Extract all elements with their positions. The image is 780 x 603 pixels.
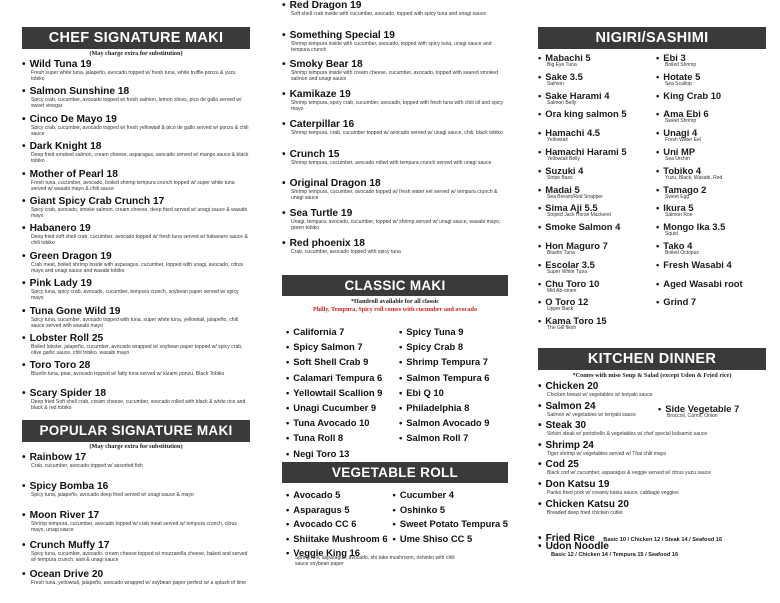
nigiri-item-name: • Uni MP [656, 147, 766, 157]
vegetable-roll-right [389, 488, 508, 561]
menu-item-name: • Philadelphia 8 [399, 400, 508, 415]
menu-item [282, 119, 508, 136]
menu-item-name: • Chicken 20 [538, 381, 766, 392]
menu-item-name: • Salmon Roll 7 [399, 430, 508, 445]
menu-item [22, 114, 250, 137]
menu-item-name: • Lobster Roll 25 [22, 333, 250, 344]
udon-noodle-prices: Basic 12 / Chicken 14 / Tempura 15 / Seafood 16 [551, 552, 679, 558]
classic-maki-left [286, 324, 395, 461]
nigiri-item [538, 260, 656, 279]
menu-item [538, 381, 766, 398]
menu-item [538, 440, 766, 457]
nigiri-item-description: Squid [665, 231, 678, 238]
nigiri-item-name: • Hotate 5 [656, 72, 766, 82]
menu-item-name: • Pink Lady 19 [22, 278, 250, 289]
menu-item-description: Shrimp tempura, spicy crab, cucumber, avocado, topped with fresh tuna with chili oil and spicy mayo [291, 100, 504, 113]
nigiri-item-description: The Gill flesh [547, 325, 577, 332]
nigiri-item [538, 147, 656, 166]
menu-item [282, 89, 508, 112]
nigiri-item [656, 260, 766, 279]
nigiri-item [656, 72, 766, 91]
menu-item-name: • Sweet Potato Tempura 5 [393, 517, 508, 532]
menu-item-name: • Ebi Q 10 [399, 385, 508, 400]
menu-item-name: • Dark Knight 18 [22, 141, 250, 152]
menu-item-name: • Oshinko 5 [393, 503, 508, 518]
menu-item-name: • Something Special 19 [282, 30, 508, 41]
menu-item-description: Crab meat, boiled shrimp inside with asparagus, cucumber, topped with unagi, avocado, citrus mayo and unagi sauce and wasabi tobiko [31, 261, 244, 274]
menu-item-description: Fresh super white tuna, jalapeño, avocado topped w/ fresh tuna, white truffle ponzu & yuzu tobiko [31, 70, 236, 82]
menu-item-name: • Red Dragon 19 [282, 0, 508, 11]
popular-signature-header: POPULAR SIGNATURE MAKI [22, 420, 250, 442]
menu-item-name: • Spicy Bomba 16 [22, 481, 250, 492]
menu-item-name: • Spicy Crab 8 [399, 339, 508, 354]
menu-item [282, 30, 508, 53]
menu-item-name: • Red phoenix 18 [282, 238, 508, 249]
menu-item [538, 420, 766, 437]
classic-maki-note: *Handroll available for all classic [350, 298, 440, 305]
menu-item-name: • Calamari Tempura 6 [286, 370, 395, 385]
nigiri-item-description: Super White Tuna [547, 268, 588, 275]
menu-item [22, 481, 250, 498]
nigiri-item-name: • Grind 7 [656, 297, 766, 307]
menu-item-name: • Veggie King 16 [286, 546, 389, 561]
nigiri-item-description: Sea Scallop [665, 80, 692, 87]
nigiri-left [538, 53, 656, 335]
classic-maki-combo-note: Philly, Tempura, Spicy roll comes with cucumber and avocado [312, 306, 478, 313]
menu-item [538, 459, 766, 476]
menu-item-name: • Giant Spicy Crab Crunch 17 [22, 196, 250, 207]
menu-item [22, 569, 250, 586]
nigiri-item-name: • Chu Toro 10 [538, 279, 656, 289]
menu-item-description: Black cod w/ cucumber, asparagus & veggie served w/ citrus yuzu sauce [547, 470, 711, 477]
menu-item-name: • Scary Spider 18 [22, 388, 250, 399]
menu-item-name: • Salmon Sunshine 18 [22, 86, 250, 97]
classic-maki-right [395, 324, 508, 461]
menu-item-name: • Ume Shiso CC 5 [393, 532, 508, 547]
menu-item-name: • Avocado CC 6 [286, 517, 389, 532]
nigiri-item [656, 241, 766, 260]
nigiri-item-name: • Sake Harami 4 [538, 91, 656, 101]
kitchen-dinner-note: *Comes with miso Soup & Salad (except Udon & Fried rice) [572, 372, 732, 379]
menu-item [538, 401, 656, 418]
menu-item [22, 388, 250, 411]
menu-item [538, 479, 766, 496]
nigiri-item [656, 279, 766, 298]
menu-item-name: • Tuna Roll 8 [286, 430, 395, 445]
menu-item-description: Shrimp tempura inside with cream cheese, cucumber, avocado, topped with seared smoked salmon and unagi sauce [291, 70, 498, 83]
nigiri-item-name: • Mabachi 5 [538, 53, 656, 63]
menu-item [22, 196, 250, 219]
menu-item [22, 251, 250, 274]
menu-item-name: • Salmon Tempura 6 [399, 370, 508, 385]
menu-item-name: • Original Dragon 18 [282, 178, 508, 189]
menu-item-name: • Mother of Pearl 18 [22, 169, 250, 180]
nigiri-item-name: • Tako 4 [656, 241, 766, 251]
nigiri-item [538, 128, 656, 147]
udon-noodle-name: • Udon Noodle [538, 541, 766, 552]
menu-item-name: • Yellowtail Scallion 9 [286, 385, 395, 400]
nigiri-item-name: • Sima Aji 5.5 [538, 203, 656, 213]
side-vegetable-item [658, 404, 766, 420]
nigiri-item-description: Big Eye Tuna [547, 62, 577, 68]
menu-item-name: • Ocean Drive 20 [22, 569, 250, 580]
menu-item [282, 208, 508, 231]
menu-item-name: • Moon River 17 [22, 510, 250, 521]
nigiri-item [656, 53, 766, 72]
menu-item-name: • Spicy Tuna 9 [399, 324, 508, 339]
nigiri-item-name: • Ebi 3 [656, 53, 766, 63]
vegetable-roll-list [286, 488, 508, 561]
menu-item-name: • Smoky Bear 18 [282, 59, 508, 70]
menu-item-name: • Tuna Gone Wild 19 [22, 306, 250, 317]
nigiri-item [538, 297, 656, 316]
menu-item [282, 238, 508, 255]
menu-item-description: Shrimp tempura, crab, cucumber topped w/ avocado served w/ unagi sauce, chili, black tobiko [291, 129, 503, 136]
vegetable-roll-left [286, 488, 389, 561]
menu-item-name: • Unagi Cucumber 9 [286, 400, 395, 415]
nigiri-item-name: • Madai 5 [538, 185, 656, 195]
menu-item [282, 178, 508, 201]
menu-item-description: Fresh tuna, yellowtail, jalapeño, avocado wrapped w/ soybean paper perfect w/ a splash of lime [31, 579, 246, 586]
nigiri-item [538, 72, 656, 91]
nigiri-item-name: • Hon Maguro 7 [538, 241, 656, 251]
menu-item-description: Bluefin tuna, pear, avocado topped w/ fatty tuna served w/ kizami ponzu, Black Tobiko [31, 371, 225, 378]
nigiri-sashimi-header: NIGIRI/SASHIMI [538, 27, 766, 49]
nigiri-item-name: • Tobiko 4 [656, 166, 766, 176]
nigiri-list [538, 53, 766, 335]
menu-item-name: • Shrimp 24 [538, 440, 766, 451]
menu-item-description: Salmon w/ vegetables w/ teriyaki sauce [547, 411, 636, 418]
menu-item-name: • Cucumber 4 [393, 488, 508, 503]
menu-item-description: Crab, cucumber, avocado topped w/ assorted fish [31, 463, 143, 469]
nigiri-item [538, 279, 656, 298]
menu-item [22, 452, 250, 469]
menu-item [22, 86, 250, 109]
menu-item-name: • Salmon Avocado 9 [399, 415, 508, 430]
menu-item [282, 149, 508, 166]
menu-item [22, 360, 250, 377]
nigiri-item [656, 166, 766, 185]
menu-item-name: • Salmon 24 [538, 401, 656, 412]
nigiri-item-name: • Hamachi 4.5 [538, 128, 656, 138]
menu-item-name: • Caterpillar 16 [282, 119, 508, 130]
nigiri-item [656, 222, 766, 241]
menu-item-description: Spicy crab, cucumber, avocado topped w/ fresh salmon, lemon slices, pico de gallo served w/ sweet vinegar [31, 97, 242, 110]
nigiri-item-name: • Aged Wasabi root [656, 279, 766, 289]
kitchen-dinner-header: KITCHEN DINNER [538, 348, 766, 370]
classic-maki-header: CLASSIC MAKI [282, 275, 508, 296]
nigiri-item-description: Mid Ab-omen [547, 287, 577, 294]
nigiri-item-name: • Escolar 3.5 [538, 260, 656, 270]
menu-item-name: • Negi Toro 13 [286, 446, 395, 461]
menu-item-name: • Cod 25 [538, 459, 766, 470]
vegetable-roll-header: VEGETABLE ROLL [282, 462, 508, 483]
menu-item-description: Shrimp tempura, cucumber, avocado topped w/ crab meat served w/ tempura crunch, citrus mayo, unagi sauce [31, 521, 237, 534]
nigiri-item-name: • O Toro 12 [538, 297, 656, 307]
menu-item-description: Spicy tuna, cucumber, avocado topped with tuna, super white tuna, yellowtail, jalapeño, chili sauce served with wasabi mayo [31, 316, 238, 329]
menu-item-description: Spicy tuna, jalapeño, avocado deep fried served w/ unagi sauce & mayo [31, 492, 194, 499]
nigiri-item-name: • Kama Toro 15 [538, 316, 656, 326]
menu-item-name: • Habanero 19 [22, 223, 250, 234]
nigiri-item-name: • King Crab 10 [656, 91, 766, 101]
menu-item [22, 223, 250, 246]
nigiri-item [538, 53, 656, 72]
menu-item-name: • Spicy Salmon 7 [286, 339, 395, 354]
menu-item-name: • Sea Turtle 19 [282, 208, 508, 219]
nigiri-item [538, 109, 656, 128]
menu-item-description: Spicy crab, cucumber, avocado topped w/ fresh yellowtail & pico de gallo served w/ ponzu & chili sauce [31, 124, 249, 137]
nigiri-item-description: Sea Urchin [665, 155, 690, 162]
menu-item [282, 59, 508, 82]
nigiri-item-description: Sweet Egg [665, 193, 690, 200]
popular-signature-list [22, 452, 250, 602]
nigiri-item-description: Upper Back [547, 306, 574, 313]
nigiri-item-description: Fresh Water Eel [665, 137, 701, 144]
nigiri-item-description: Yellowtail [547, 137, 568, 144]
nigiri-right [656, 53, 766, 335]
nigiri-item-name: • Sake 3.5 [538, 72, 656, 82]
menu-item [538, 499, 766, 516]
popular-signature-note: (May charge extra for substitution) [89, 443, 183, 450]
nigiri-item-name: • Smoke Salmon 4 [538, 222, 656, 232]
menu-item [22, 540, 250, 563]
veggie-king-description: Spring Mix, asparagus, avocado, shi take mushroom, oshinko with chili sauce soybean paper [295, 555, 455, 567]
menu-item-description: Panko fried pork w/ creamy katsu sauce, cabbage veggies [547, 490, 679, 496]
nigiri-item [538, 91, 656, 110]
menu-item-description: Tiger shrimp w/ vegetables served w/ Thai chili mayo [547, 450, 667, 457]
nigiri-item-description: Boiled Shrimp [665, 62, 697, 68]
special-rolls-list [282, 0, 508, 272]
nigiri-item-description: Boiled Octopus [665, 249, 699, 256]
nigiri-item-description: Yuzu, Black, Wasabi, Red [665, 174, 723, 181]
menu-item-name: • Shiitake Mushroom 6 [286, 532, 389, 547]
nigiri-item [656, 91, 766, 110]
menu-item-description: Crab, cucumber, avocado topped with spicy tuna [291, 248, 401, 255]
menu-item-name: • Tuna Avocado 10 [286, 415, 395, 430]
nigiri-item-description: Bluefin Tuna [547, 249, 575, 256]
chef-signature-note: (May charge extra for substitution) [89, 50, 183, 57]
nigiri-item-description: Salmon Belly [547, 99, 577, 106]
menu-item-description: Breaded deep fried chicken cutlet [547, 509, 623, 516]
menu-item-description: Boiled lobster, jalapeño, cucumber, avocado wrapped w/ soybean paper topped w/ spicy crab, olive garlic sauce, chili tobiko, wasabi mayo [31, 344, 243, 356]
menu-item-description: Deep fried Soft shell crab, cream cheese, cucumber, avocado rolled with black & white rice and black & red tobiko [31, 398, 246, 411]
chef-signature-header: CHEF SIGNATURE MAKI [22, 27, 250, 49]
nigiri-item [656, 128, 766, 147]
menu-item-description: Deep fried smoked salmon, cream cheese, asparagus, avocado served w/ mango sauce & black tobiko [31, 152, 249, 165]
menu-item-name: • Steak 30 [538, 420, 766, 431]
side-vegetable-name: • Side Vegetable 7 [658, 404, 766, 414]
menu-item-description: Soft shell crab inside with cucumber, avocado, topped with spicy tuna and unagi sauce [291, 11, 487, 17]
menu-item-name: • Soft Shell Crab 9 [286, 354, 395, 369]
menu-item-description: Spicy crab, avocado, smoke salmon, cream cheese, deep fried served w/ unagi sauce & wasabi mayo [31, 207, 248, 219]
nigiri-item-name: • Fresh Wasabi 4 [656, 260, 766, 270]
nigiri-item-name: • Ama Ebi 6 [656, 109, 766, 119]
menu-item-description: Unagi, tempura, avocado, cucumber, topped w/ shrimp served w/ unagi sauce, wasabi mayo, green tobiko [291, 218, 501, 231]
menu-item-name: • Shrimp Tempura 7 [399, 354, 508, 369]
nigiri-item-description: Salmon Roe [665, 212, 693, 219]
nigiri-item-description: Stripe Bass [547, 174, 573, 181]
nigiri-item-name: • Ora king salmon 5 [538, 109, 656, 119]
nigiri-item [538, 185, 656, 204]
menu-item-name: • Cinco De Mayo 19 [22, 114, 250, 125]
nigiri-item [538, 222, 656, 241]
nigiri-item [538, 316, 656, 335]
nigiri-item-name: • Tamago 2 [656, 185, 766, 195]
nigiri-item [656, 109, 766, 128]
menu-item-name: • California 7 [286, 324, 395, 339]
menu-item-name: • Crunch 15 [282, 149, 508, 160]
side-vegetable-desc: Broccoli, Carrot, Onion [667, 413, 718, 419]
menu-item-name: • Kamikaze 19 [282, 89, 508, 100]
nigiri-item [538, 166, 656, 185]
nigiri-item [656, 297, 766, 316]
menu-item [282, 0, 508, 17]
nigiri-item-name: • Suzuki 4 [538, 166, 656, 176]
nigiri-item-name: • Unagi 4 [656, 128, 766, 138]
menu-item-description: Sirloin steak w/ portobello & vegetables w/ chef special balsamic sauce [547, 431, 708, 438]
menu-item-description: Spicy tuna, spicy crab, avocado, cucumber, tempura crunch, soybean paper served w/ spicy mayo [31, 289, 239, 302]
menu-item [22, 306, 250, 329]
menu-item-name: • Chicken Katsu 20 [538, 499, 766, 510]
menu-item [22, 141, 250, 164]
udon-noodle-item [538, 541, 766, 558]
menu-item [22, 510, 250, 533]
menu-item-name: • Rainbow 17 [22, 452, 250, 463]
nigiri-item-description: Striped Jack Horse Mackerel [547, 212, 611, 219]
nigiri-item-name: • Mongo Ika 3.5 [656, 222, 766, 232]
menu-item [22, 169, 250, 192]
fried-rice-prices: Basic 10 / Chicken 12 / Steak 14 / Seafood 16 [603, 537, 723, 543]
nigiri-item-name: • Ikura 5 [656, 203, 766, 213]
classic-maki-list [286, 324, 508, 461]
nigiri-item [538, 241, 656, 260]
nigiri-item-description: Yellowtail Belly [547, 155, 580, 162]
nigiri-item [656, 147, 766, 166]
menu-item-description: Shrimp tempura, cucumber, avocado rolled with tempura crunch served with unagi sauce [291, 159, 492, 166]
chef-signature-list [22, 59, 250, 415]
menu-item-description: Shrimp tempura inside with cucumber, avocado, topped with spicy tuna, unagi sauce and tempura crunch [291, 40, 492, 53]
nigiri-item [656, 185, 766, 204]
menu-item-description: Shrimp tempura, cucumber, avocado topped w/ fresh water eel served w/ tempura crunch & unagi sauce [291, 189, 498, 202]
nigiri-item-description: Sea Bream/Red Snapper [547, 193, 603, 200]
nigiri-item-description: Salmon [547, 80, 564, 87]
nigiri-item [656, 203, 766, 222]
menu-item-name: • Wild Tuna 19 [22, 59, 250, 70]
menu-item-name: • Avocado 5 [286, 488, 389, 503]
menu-item-name: • Asparagus 5 [286, 503, 389, 518]
menu-item-name: • Don Katsu 19 [538, 479, 766, 490]
nigiri-item-description: Sweet Shrimp [665, 118, 697, 125]
fried-rice-name: • Fried Rice [538, 533, 595, 544]
menu-item-name: • Toro Toro 28 [22, 360, 250, 371]
menu-item-description: Spicy tuna, cucumber, avocado, cream cheese topped w/ mozzarella cheese, baked and served w/ tempura crunch, aioli & unagi sauce [31, 550, 248, 563]
menu-item-name: • Crunch Muffy 17 [22, 540, 250, 551]
menu-item-description: Fresh tuna, cucumber, avocado, boiled shrimp tempura crunch topped w/ super white tuna served w/ wasabi mayo & chili sauce [31, 179, 235, 192]
nigiri-item-name: • Hamachi Harami 5 [538, 147, 656, 157]
menu-item-description: Deep fried soft shell crab, cucumber, avocado topped w/ fresh tuna served w/ habanero sauce & chili tobiko [31, 234, 248, 247]
menu-item-name: • Green Dragon 19 [22, 251, 250, 262]
menu-item [22, 333, 250, 356]
menu-item [22, 278, 250, 301]
nigiri-item [538, 203, 656, 222]
menu-item [22, 59, 250, 82]
menu-item-description: Chicken breast w/ vegetables w/ teriyaki sauce [547, 392, 653, 398]
